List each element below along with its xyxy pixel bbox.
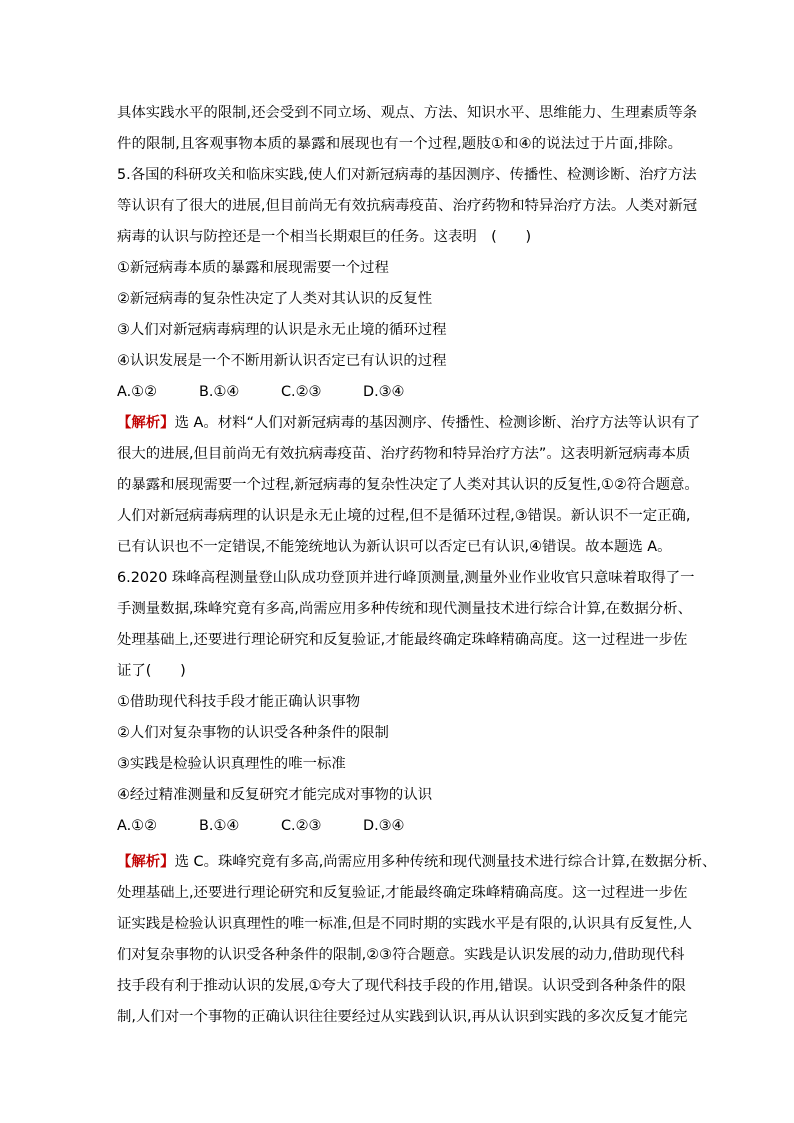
option-c: C.②③	[281, 818, 322, 834]
statement-1: ①新冠病毒本质的暴露和展现需要一个过程	[117, 260, 389, 276]
question-5-stem: 5.各国的科研攻关和临床实践,使人们对新冠病毒的基因测序、传播性、检测诊断、治疗方法	[117, 167, 697, 183]
question-5-options	[117, 382, 682, 402]
analysis-tag: 【解析】	[117, 415, 175, 431]
question-6-stem: 6.2020 珠峰高程测量登山队成功登顶并进行峰顶测量,测量外业作业收官只意味着取得了一	[117, 570, 695, 586]
question-5-analysis	[117, 413, 701, 433]
text-line: 手测量数据,珠峰究竟有多高,尚需应用多种传统和现代测量技术进行综合计算,在数据分析、	[117, 601, 692, 617]
statement-2: ②人们对复杂事物的认识受各种条件的限制	[117, 725, 389, 741]
option-c: C.②③	[281, 384, 322, 400]
text-line: 证了( )	[117, 663, 186, 679]
analysis-tag: 【解析】	[117, 854, 175, 870]
option-d: D.③④	[363, 384, 405, 400]
text-line: 证实践是检验认识真理性的唯一标准,但是不同时期的实践水平是有限的,认识具有反复性,人	[117, 916, 692, 932]
analysis-text: 选 C。珠峰究竟有多高,尚需应用多种传统和现代测量技术进行综合计算,在数据分析、	[174, 854, 717, 870]
analysis-text: 选 A。材料“人们对新冠病毒的基因测序、传播性、检测诊断、治疗方法等认识有了	[174, 415, 701, 431]
text-line: 技手段有利于推动认识的发展,①夸大了现代科技手段的作用,错误。认识受到各种条件的限	[117, 978, 686, 994]
text-line: 病毒的认识与防控还是一个相当长期艰巨的任务。这表明 ( )	[117, 229, 532, 245]
option-b: B.①④	[199, 818, 240, 834]
option-b: B.①④	[199, 384, 240, 400]
option-d: D.③④	[363, 818, 405, 834]
text-line: 件的限制,且客观事物本质的暴露和展现也有一个过程,题肢①和④的说法过于片面,排除。	[117, 136, 682, 152]
statement-3: ③人们对新冠病毒病理的认识是永无止境的循环过程	[117, 322, 447, 338]
statement-1: ①借助现代科技手段才能正确认识事物	[117, 694, 361, 710]
question-6-analysis	[117, 852, 717, 872]
text-line: 处理基础上,还要进行理论研究和反复验证,才能最终确定珠峰精确高度。这一过程进一步佐	[117, 632, 688, 648]
statement-4: ④经过精准测量和反复研究才能完成对事物的认识	[117, 787, 433, 803]
text-line: 制,人们对一个事物的正确认识往往要经过从实践到认识,再从认识到实践的多次反复才能完	[117, 1009, 688, 1025]
option-a: A.①②	[117, 384, 157, 400]
text-line: 很大的进展,但目前尚无有效抗病毒疫苗、治疗药物和特异治疗方法”。这表明新冠病毒本质	[117, 446, 691, 462]
text-line: 人们对新冠病毒病理的认识是永无止境的过程,但不是循环过程,③错误。新认识不一定正确,	[117, 508, 691, 524]
text-line: 等认识有了很大的进展,但目前尚无有效抗病毒疫苗、治疗药物和特异治疗方法。人类对新冠	[117, 198, 698, 214]
text-line: 具体实践水平的限制,还会受到不同立场、观点、方法、知识水平、思维能力、生理素质等条	[117, 105, 698, 121]
text-line: 的暴露和展现需要一个过程,新冠病毒的复杂性决定了人类对其认识的反复性,①②符合题意。	[117, 477, 699, 493]
text-line: 已有认识也不一定错误,不能笼统地认为新认识可以否定已有认识,④错误。故本题选 A。	[117, 539, 672, 555]
text-line: 处理基础上,还要进行理论研究和反复验证,才能最终确定珠峰精确高度。这一过程进一步佐	[117, 885, 688, 901]
statement-4: ④认识发展是一个不断用新认识否定已有认识的过程	[117, 353, 447, 369]
option-a: A.①②	[117, 818, 157, 834]
statement-2: ②新冠病毒的复杂性决定了人类对其认识的反复性	[117, 291, 433, 307]
statement-3: ③实践是检验认识真理性的唯一标准	[117, 756, 346, 772]
question-6-options	[117, 816, 682, 836]
text-line: 们对复杂事物的认识受各种条件的限制,②③符合题意。实践是认识发展的动力,借助现代科	[117, 947, 685, 963]
